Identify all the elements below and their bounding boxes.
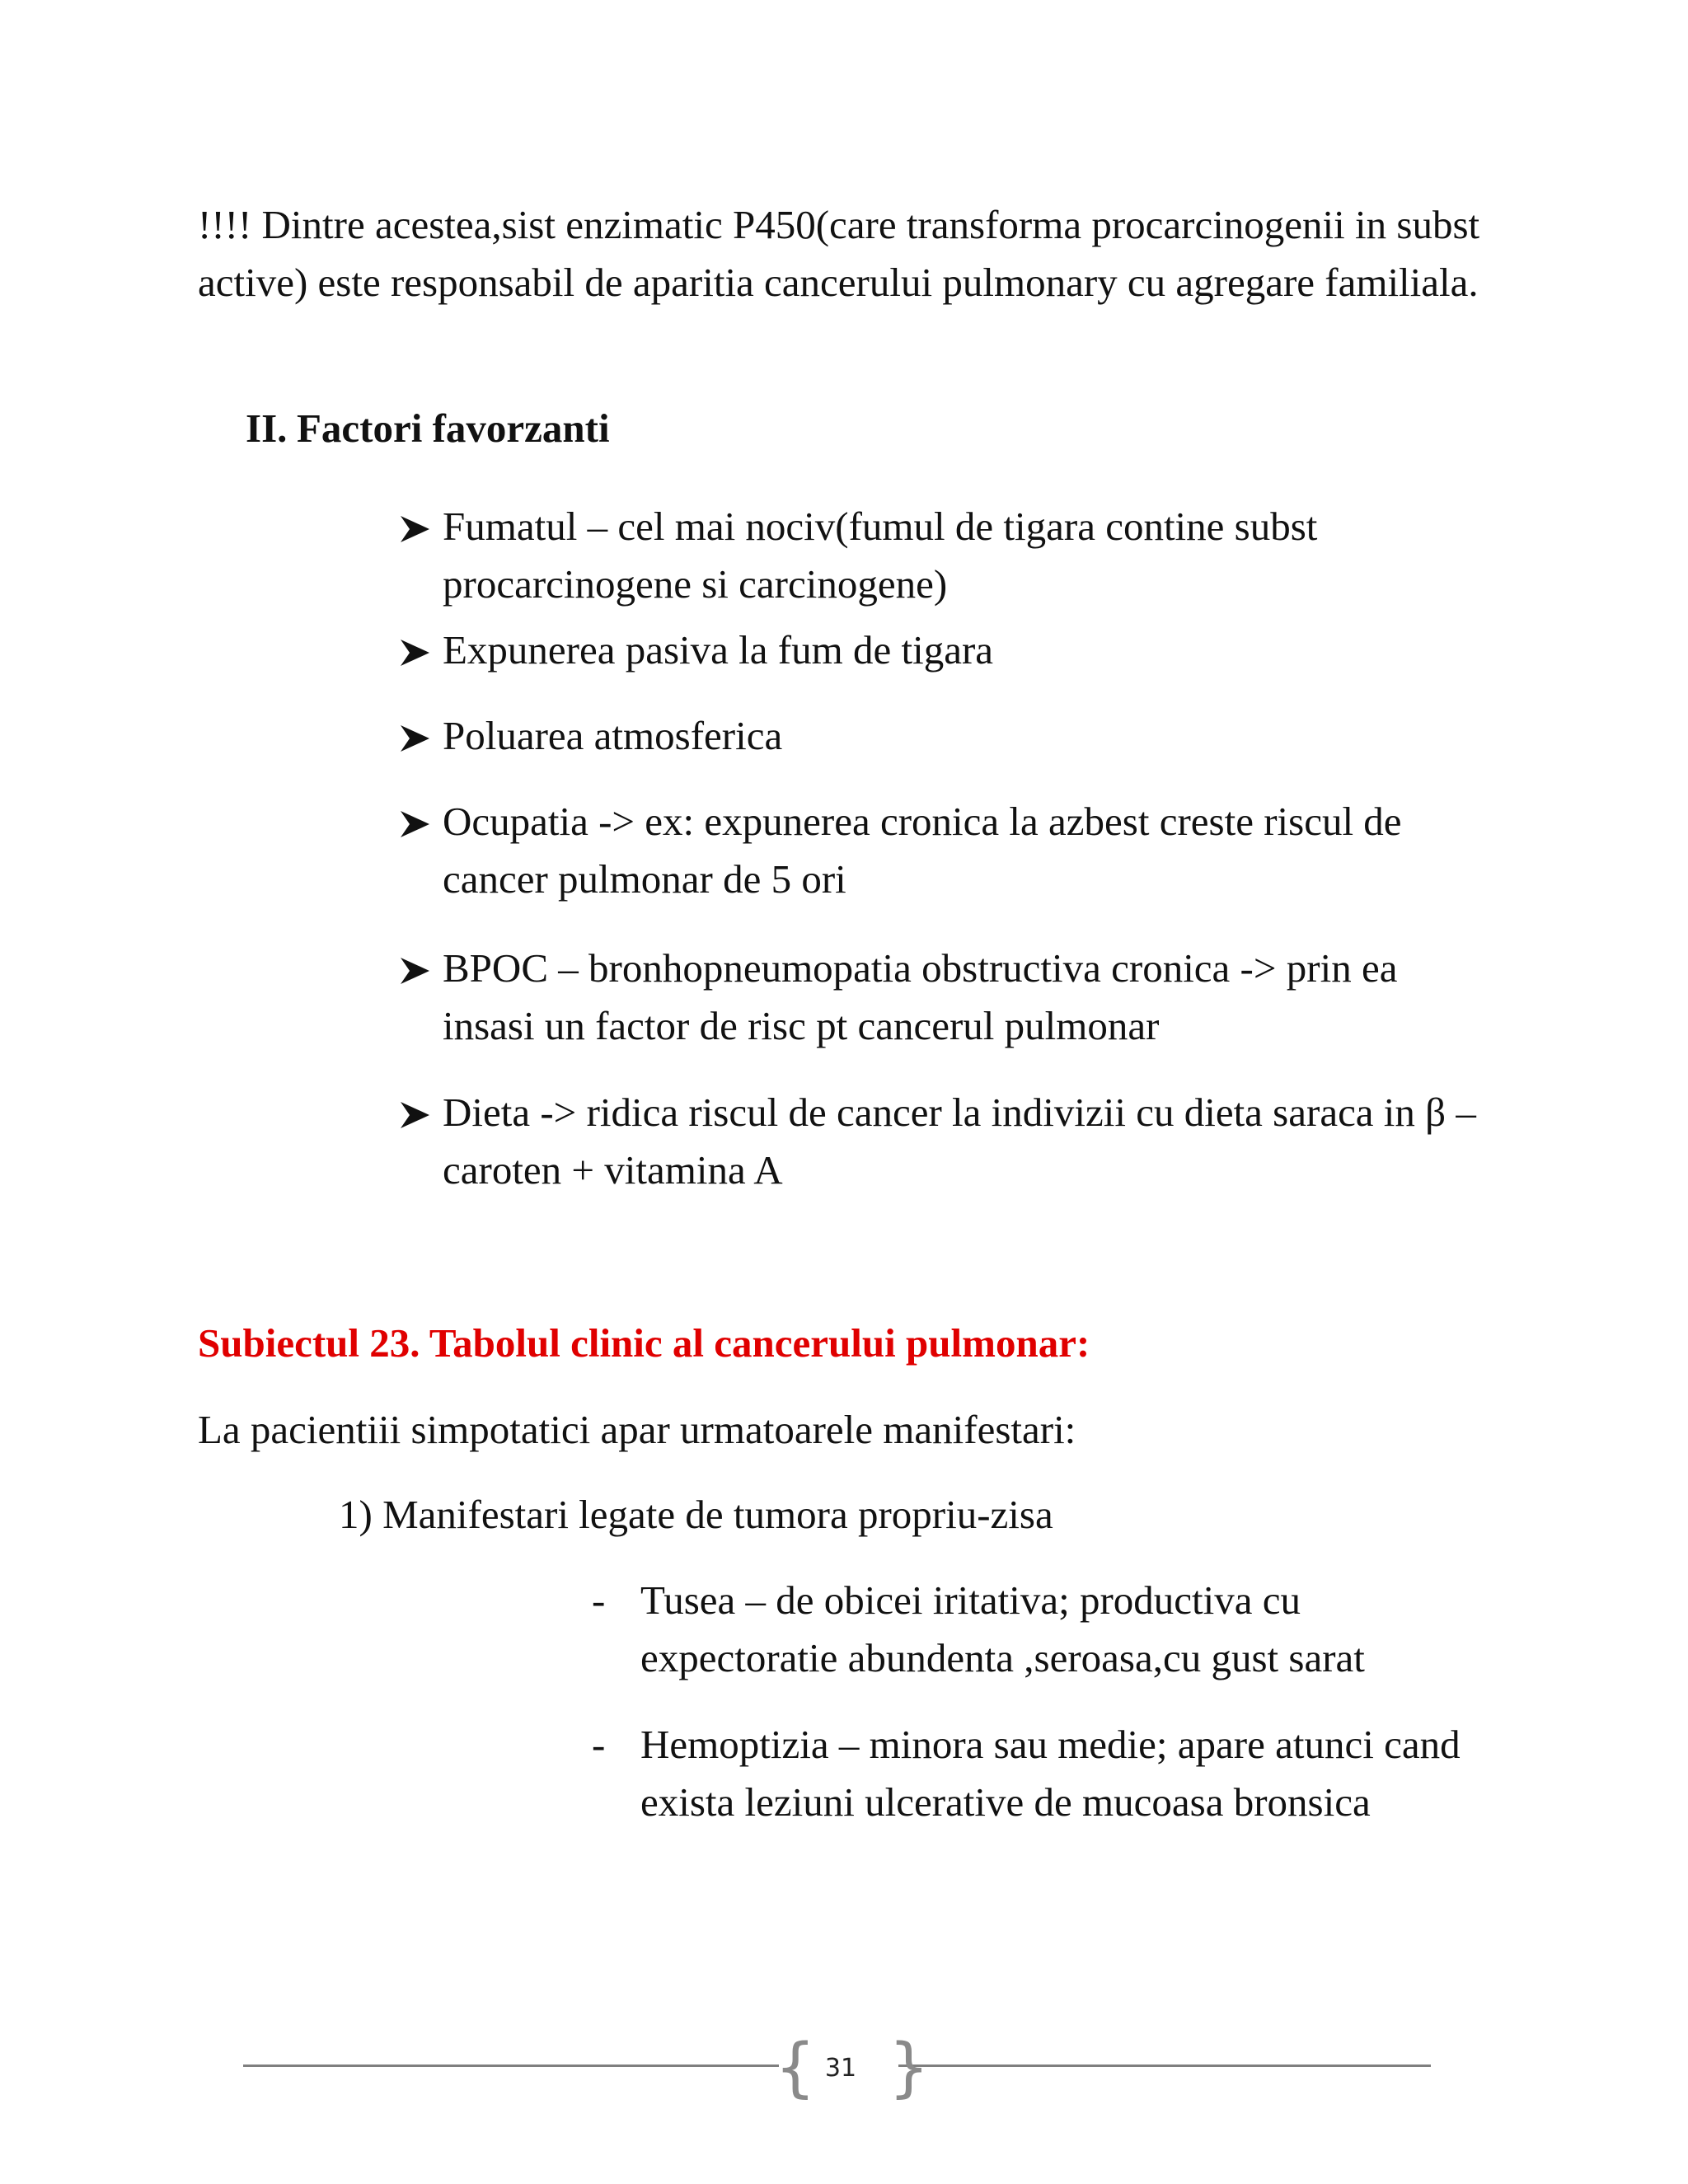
arrowhead-bullet-icon <box>398 621 439 679</box>
footer-divider-right <box>898 2064 1431 2067</box>
list-item-text: Hemoptizia – minora sau medie; apare atunci cand exista leziuni ulcerative de mucoasa bronsica <box>640 1722 1461 1825</box>
list-item <box>592 1572 1498 1687</box>
list-item-text: Ocupatia -> ex: expunerea cronica la azbest creste riscul de cancer pulmonar de 5 ori <box>443 799 1402 902</box>
page-number: 31 <box>824 2054 857 2083</box>
section-number: II. <box>246 405 288 451</box>
intro-paragraph: !!!! Dintre acestea,sist enzimatic P450(care transforma procarcinogenii in subst active) este responsabil de aparitia cancerului pulmonary cu agregare familiala. <box>198 202 1480 305</box>
arrowhead-bullet-icon <box>398 1084 439 1141</box>
footer-divider-left <box>243 2064 779 2067</box>
list-item <box>398 940 1486 1055</box>
list-item-text: Poluarea atmosferica <box>443 713 783 758</box>
subject-intro: La pacientiii simpotatici apar urmatoarele manifestari: <box>198 1407 1076 1452</box>
dash-bullet: - <box>592 1577 606 1623</box>
list-item <box>398 621 1486 679</box>
list-item <box>398 1084 1486 1199</box>
list-item-text: Fumatul – cel mai nociv(fumul de tigara contine subst procarcinogene si carcinogene) <box>443 504 1318 607</box>
arrowhead-bullet-icon <box>398 793 439 851</box>
section-title: Factori favorzanti <box>297 405 610 451</box>
list-item-text: Expunerea pasiva la fum de tigara <box>443 627 994 673</box>
numbered-item: 1) Manifestari legate de tumora propriu-zisa <box>339 1492 1053 1537</box>
list-item <box>398 793 1486 908</box>
list-item-text: BPOC – bronhopneumopatia obstructiva cronica -> prin ea insasi un factor de risc pt cancerul pulmonar <box>443 945 1398 1048</box>
arrowhead-bullet-icon <box>398 498 439 555</box>
arrowhead-bullet-icon <box>398 707 439 765</box>
arrowhead-bullet-icon <box>398 940 439 997</box>
dash-bullet: - <box>592 1722 606 1767</box>
section-heading <box>246 400 610 457</box>
list-item <box>398 498 1486 613</box>
list-item-text: Dieta -> ridica riscul de cancer la indivizii cu dieta saraca in β – caroten + vitamina A <box>443 1090 1476 1193</box>
footer-brace-right: } <box>889 2031 930 2105</box>
footer-brace-left: { <box>775 2031 816 2105</box>
list-item <box>592 1716 1498 1831</box>
subject-title: Subiectul 23. Tabolul clinic al cancerului pulmonar: <box>198 1320 1090 1366</box>
list-item <box>398 707 1486 765</box>
list-item-text: Tusea – de obicei iritativa; productiva cu expectoratie abundenta ,seroasa,cu gust sarat <box>640 1577 1365 1680</box>
